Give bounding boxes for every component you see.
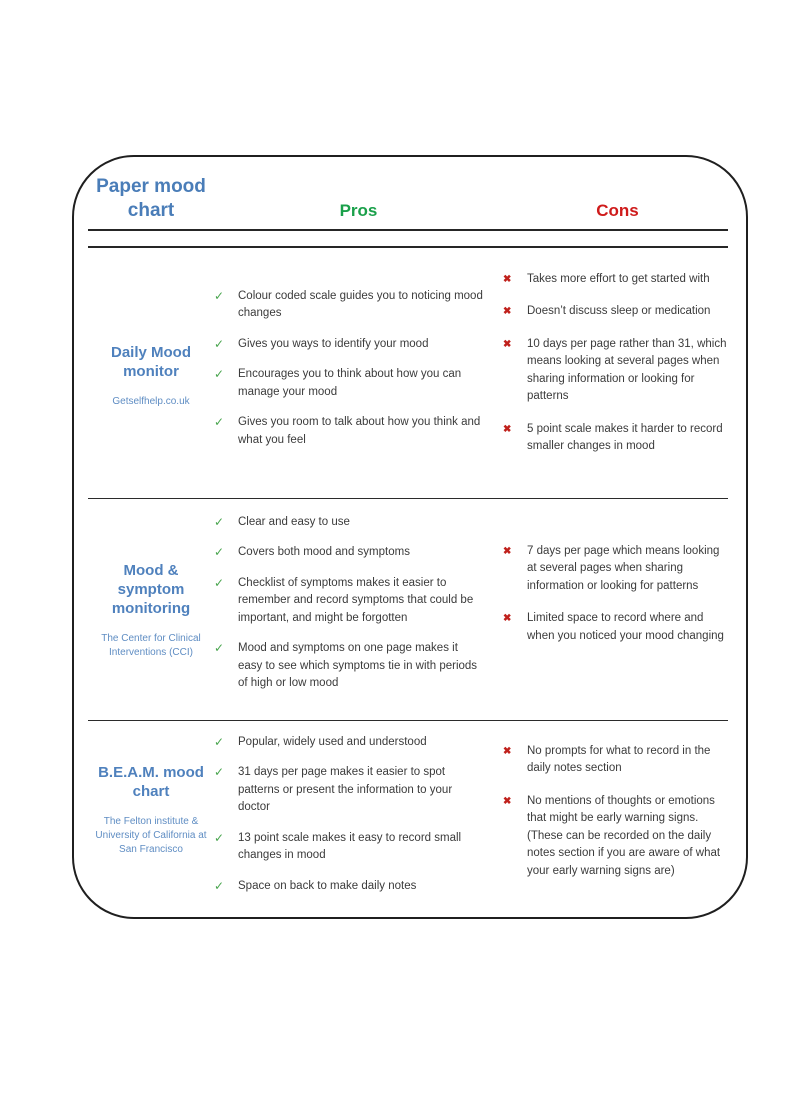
cross-icon: ✖ (503, 423, 512, 435)
pro-item (214, 640, 485, 693)
pro-item (214, 288, 485, 323)
table-row-daily-mood-monitor (88, 248, 728, 498)
check-icon: ✓ (214, 514, 225, 529)
con-item (503, 610, 728, 645)
con-item (503, 743, 728, 778)
cross-icon: ✖ (503, 745, 512, 757)
row-source: The Felton institute & University of California at San Francisco (95, 815, 207, 855)
row-title: Mood & symptom monitoring (111, 561, 191, 617)
pro-text: Gives you room to talk about how you think and what you feel (238, 416, 481, 446)
pro-text: Gives you ways to identify your mood (238, 337, 429, 350)
column-header-cons: Cons (596, 201, 639, 220)
pro-item (214, 414, 485, 449)
con-item (503, 271, 728, 289)
row-label-cell (88, 499, 214, 720)
pro-item (214, 734, 485, 752)
pro-text: Clear and easy to use (238, 515, 350, 528)
check-icon: ✓ (214, 641, 225, 655)
pro-text: 13 point scale makes it easy to record small changes in mood (238, 831, 462, 861)
column-header-pros: Pros (339, 201, 378, 220)
cons-cell (503, 248, 732, 498)
pros-cell (214, 499, 503, 720)
con-text: Doesn’t discuss sleep or medication (527, 305, 711, 317)
con-text: Limited space to record where and when you noticed your mood changing (527, 612, 724, 642)
pro-text: Space on back to make daily notes (238, 879, 417, 892)
pro-text: Popular, widely used and understood (238, 735, 427, 748)
check-icon: ✓ (214, 878, 225, 893)
check-icon: ✓ (214, 830, 225, 845)
row-title: B.E.A.M. mood chart (98, 763, 204, 800)
con-text: Takes more effort to get started with (527, 272, 710, 285)
cross-icon: ✖ (503, 338, 512, 350)
column-header-paper-mood-chart: Paper mood chart (96, 176, 206, 221)
check-icon: ✓ (214, 336, 225, 351)
pro-item (214, 878, 485, 896)
row-source: Getselfhelp.co.uk (112, 395, 190, 407)
pro-text: Mood and symptoms on one page makes it easy to see which symptoms tie in with periods of high or low mood (238, 642, 478, 689)
cross-icon: ✖ (503, 613, 512, 624)
con-text: 7 days per page which means looking at several pages when sharing information or looking for patterns (527, 544, 720, 592)
pro-item (214, 764, 485, 817)
pro-text: Checklist of symptoms makes it easier to remember and record symptoms that could be important, and might be forgotten (238, 576, 474, 624)
pro-text: 31 days per page makes it easier to spot patterns or present the information to your doctor (238, 766, 453, 813)
pro-item (214, 336, 485, 354)
pro-item (214, 544, 485, 562)
con-text: No mentions of thoughts or emotions that might be early warning signs. (These can be recorded on the daily notes section if you are aware of what your early warning signs are) (527, 794, 721, 877)
check-icon: ✓ (214, 734, 225, 749)
pros-cell (214, 721, 503, 909)
cons-cell (503, 499, 732, 720)
pro-item (214, 514, 485, 532)
comparison-table-card (72, 155, 748, 919)
check-icon: ✓ (214, 288, 225, 303)
pro-text: Covers both mood and symptoms (238, 546, 410, 558)
cross-icon: ✖ (503, 795, 512, 807)
table-row-beam-mood-chart (88, 720, 728, 903)
cross-icon: ✖ (503, 273, 512, 285)
pro-text: Colour coded scale guides you to noticing mood changes (238, 289, 483, 319)
con-item (503, 793, 728, 881)
table-header-row (88, 157, 728, 229)
check-icon: ✓ (214, 575, 225, 590)
pro-item (214, 830, 485, 865)
con-text: 5 point scale makes it harder to record smaller changes in mood (527, 422, 723, 452)
con-item (503, 543, 728, 596)
con-item (503, 421, 728, 456)
cross-icon: ✖ (503, 545, 512, 557)
pro-item (214, 366, 485, 401)
row-title: Daily Mood monitor (110, 343, 191, 380)
pro-item (214, 575, 485, 628)
cross-icon: ✖ (503, 306, 512, 317)
row-label-cell (88, 721, 214, 909)
pro-text: Encourages you to think about how you can manage your mood (238, 368, 462, 398)
row-label-cell (88, 248, 214, 498)
table-row-mood-symptom-monitoring (88, 498, 728, 720)
con-item (503, 336, 728, 406)
con-text: 10 days per page rather than 31, which means looking at several pages when sharing information or looking for patterns (527, 337, 727, 402)
check-icon: ✓ (214, 415, 225, 429)
check-icon: ✓ (214, 545, 225, 559)
check-icon: ✓ (214, 765, 225, 779)
cons-cell (503, 721, 732, 909)
con-text: No prompts for what to record in the daily notes section (527, 744, 711, 774)
con-item (503, 303, 728, 321)
pros-cell (214, 248, 503, 498)
check-icon: ✓ (214, 367, 225, 381)
row-source: The Center for Clinical Interventions (CCI) (101, 632, 201, 658)
